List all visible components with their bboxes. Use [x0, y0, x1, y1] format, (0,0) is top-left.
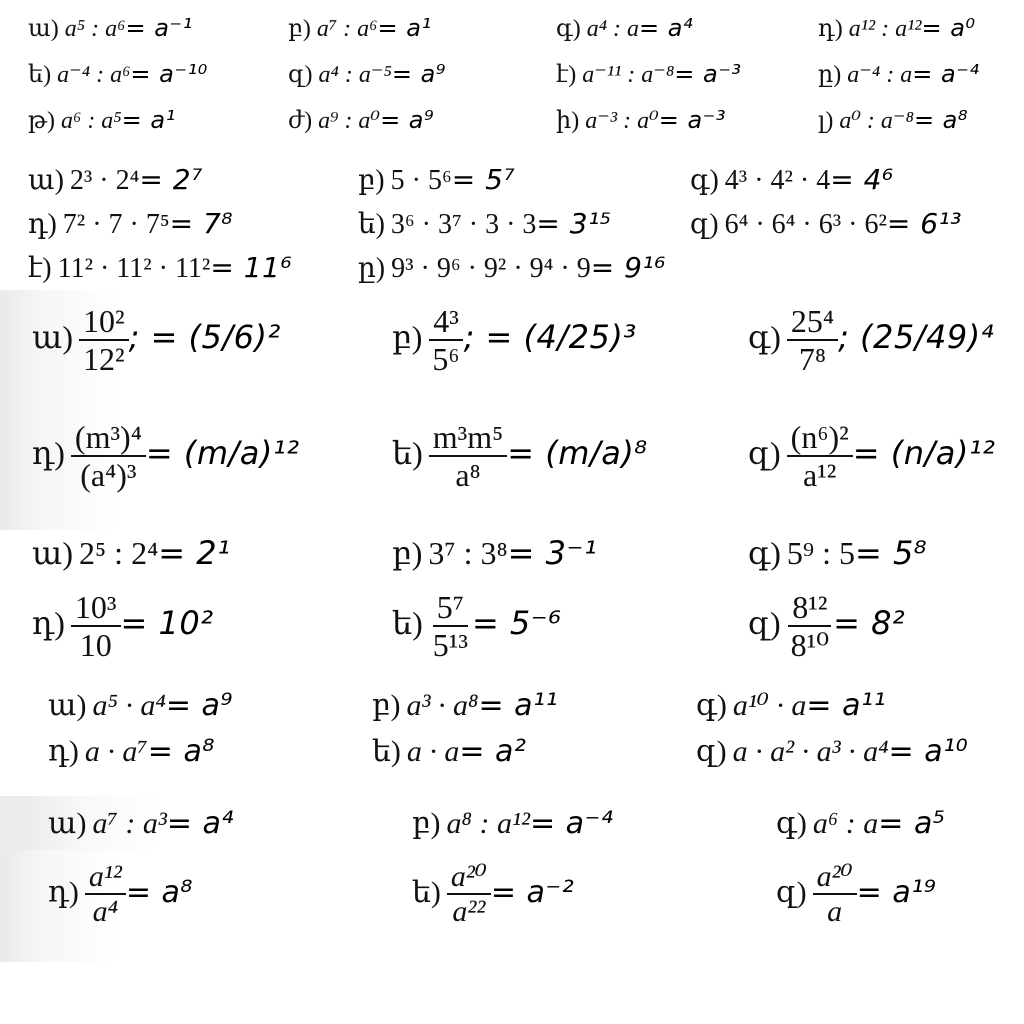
handwritten-answer: = a⁹	[391, 60, 446, 88]
handwritten-answer: ; = (5/6)²	[128, 318, 281, 357]
expression: a⁵ : a⁶	[64, 16, 126, 42]
fraction	[787, 304, 838, 378]
exercise-item	[776, 860, 936, 930]
fraction	[787, 420, 853, 494]
exercise-item	[32, 590, 214, 664]
handwritten-answer: = 2¹	[158, 534, 231, 572]
exercise-item	[818, 14, 976, 43]
exercise-item	[288, 106, 434, 135]
handwritten-answer: = 4⁶	[830, 163, 894, 196]
item-label: ի)	[556, 108, 580, 134]
expression: 3⁷ : 3⁸	[428, 535, 508, 571]
numerator: a¹²	[85, 860, 126, 895]
numerator: 8¹²	[788, 590, 831, 627]
item-label: գ)	[556, 16, 581, 42]
exercise-set-2	[0, 155, 1024, 290]
handwritten-answer: = 3¹⁵	[536, 207, 612, 240]
expression: 2⁵ : 2⁴	[79, 535, 159, 571]
fraction	[813, 860, 857, 930]
item-label: գ)	[748, 535, 781, 571]
item-label: է)	[28, 253, 52, 284]
handwritten-answer: = a⁻⁴	[529, 806, 614, 841]
exercise-item	[690, 207, 962, 241]
expression: a⁷ : a³	[92, 807, 167, 840]
expression: 4³ · 4² · 4	[724, 165, 831, 196]
handwritten-answer: ; (25/49)⁴	[838, 318, 995, 357]
item-label: զ)	[748, 435, 781, 472]
denominator: a⁴	[92, 895, 119, 928]
fraction	[787, 590, 833, 664]
expression: a¹² : a¹²	[848, 16, 922, 42]
handwritten-answer: = 8²	[833, 604, 906, 643]
exercise-item	[690, 163, 894, 197]
exercise-item	[48, 806, 234, 841]
fraction	[447, 860, 491, 930]
item-label: զ)	[690, 209, 719, 240]
handwritten-answer: = a¹⁰	[888, 734, 969, 769]
denominator: 8¹⁰	[790, 627, 830, 664]
item-label: բ)	[358, 165, 385, 196]
handwritten-answer: = 5⁸	[854, 534, 928, 572]
exercise-item	[358, 251, 666, 285]
exercise-item	[556, 106, 726, 135]
exercise-item	[696, 688, 886, 723]
item-label: դ)	[48, 875, 79, 909]
item-label: ա)	[48, 689, 87, 722]
denominator: 10	[79, 627, 112, 664]
expression: 6⁴ · 6⁴ · 6³ · 6²	[724, 209, 887, 240]
exercise-item	[48, 860, 193, 930]
item-label: գ)	[690, 165, 719, 196]
exercise-item	[748, 304, 994, 378]
item-label: է)	[556, 62, 577, 88]
numerator: m³m⁵	[429, 420, 508, 457]
numerator: 10²	[79, 304, 129, 341]
expression: a³ · a⁸	[406, 689, 479, 722]
item-label: լ)	[818, 108, 834, 134]
denominator: 12²	[83, 341, 125, 378]
exercise-item	[818, 106, 968, 135]
exercise-item	[748, 590, 905, 664]
item-label: ը)	[818, 62, 842, 88]
handwritten-answer: = 11⁶	[210, 251, 293, 284]
exercise-set-8	[0, 850, 1024, 962]
handwritten-answer: = 6¹³	[886, 207, 962, 240]
exercise-item	[748, 420, 996, 494]
item-label: ե)	[28, 62, 52, 88]
numerator: a²⁰	[813, 860, 857, 895]
exercise-item	[392, 534, 597, 572]
item-label: բ)	[392, 535, 423, 571]
item-label: ե)	[372, 735, 401, 768]
item-label: զ)	[776, 875, 807, 909]
fraction	[71, 590, 121, 664]
handwritten-answer: = 9¹⁶	[590, 251, 666, 284]
exercise-item	[28, 251, 292, 285]
handwritten-answer: = a⁸	[147, 734, 215, 769]
denominator: a¹²	[802, 457, 837, 494]
expression: 3⁶ · 3⁷ · 3 · 3	[390, 209, 537, 240]
expression: a⁻⁴ : a⁶	[57, 62, 131, 88]
exercise-item	[28, 106, 176, 135]
fraction	[428, 304, 463, 378]
expression: a¹⁰ · a	[732, 689, 807, 722]
expression: a⁸ : a¹²	[446, 807, 530, 840]
exercise-item	[48, 688, 233, 723]
exercise-item	[372, 688, 558, 723]
expression: a⁰ : a⁻⁸	[839, 108, 914, 134]
fraction	[429, 590, 472, 664]
exercise-item	[696, 734, 968, 769]
exercise-set-5	[0, 582, 1024, 682]
exercise-item	[28, 14, 193, 43]
handwritten-answer: = a⁹	[380, 106, 435, 134]
item-label: ը)	[358, 253, 386, 284]
handwritten-answer: = a⁸	[913, 106, 969, 134]
handwritten-answer: = a⁻¹⁰	[130, 60, 208, 88]
handwritten-answer: = a¹⁹	[856, 874, 937, 910]
handwritten-answer: = a¹	[377, 14, 432, 42]
item-label: բ)	[412, 807, 441, 840]
expression: 2³ · 2⁴	[69, 165, 140, 196]
numerator: 4³	[429, 304, 463, 341]
handwritten-answer: = a⁰	[921, 14, 976, 42]
handwritten-answer: = a⁻¹	[125, 14, 193, 42]
expression: a⁶ : a	[812, 807, 879, 840]
handwritten-answer: = a⁻²	[490, 874, 575, 910]
expression: a · a⁷	[84, 735, 148, 768]
handwritten-answer: = 5⁷	[451, 163, 516, 196]
denominator: a²²	[452, 895, 486, 928]
exercise-item	[412, 806, 613, 841]
expression: a⁷ : a⁶	[316, 16, 378, 42]
handwritten-answer: = a⁵	[878, 806, 946, 841]
expression: a⁹ : a⁰	[318, 108, 381, 134]
item-label: զ)	[696, 735, 727, 768]
handwritten-answer: = a¹¹	[478, 688, 559, 723]
expression: a⁻³ : a⁰	[585, 108, 659, 134]
expression: a⁻⁴ : a	[847, 62, 913, 88]
exercise-set-1	[0, 0, 1024, 150]
exercise-set-4	[0, 530, 1024, 580]
exercise-item	[392, 304, 637, 378]
handwritten-answer: = (m/a)¹²	[145, 434, 300, 473]
handwritten-answer: ; = (4/25)³	[463, 318, 637, 357]
expression: 5⁹ : 5	[786, 535, 855, 571]
handwritten-answer: = a¹	[121, 106, 176, 134]
exercise-item	[28, 207, 233, 241]
item-label: գ)	[696, 689, 727, 722]
handwritten-answer: = a⁻³	[674, 60, 742, 88]
item-label: ա)	[32, 319, 74, 356]
numerator: 25⁴	[787, 304, 838, 341]
denominator: 7⁸	[798, 341, 827, 378]
handwritten-answer: = a²	[459, 734, 527, 769]
item-label: ժ)	[288, 108, 313, 134]
expression: a⁴ : a	[586, 16, 640, 42]
handwritten-answer: = 7⁸	[169, 207, 234, 240]
exercise-set-7	[0, 796, 1024, 850]
handwritten-answer: = 10²	[120, 604, 214, 643]
handwritten-answer: = a⁹	[165, 688, 233, 723]
item-label: բ)	[288, 16, 311, 42]
expression: a⁵ · a⁴	[92, 689, 166, 722]
item-label: գ)	[748, 319, 781, 356]
item-label: դ)	[818, 16, 843, 42]
item-label: ա)	[32, 535, 74, 571]
handwritten-answer: = a⁴	[639, 14, 694, 42]
handwritten-answer: = a⁻⁴	[912, 60, 980, 88]
item-label: զ)	[748, 605, 781, 642]
exercise-item	[372, 734, 526, 769]
exercise-item	[748, 534, 927, 572]
item-label: ա)	[28, 16, 59, 42]
exercise-item	[392, 420, 648, 494]
fraction	[85, 860, 126, 930]
item-label: ե)	[392, 435, 423, 472]
fraction	[71, 420, 146, 494]
item-label: զ)	[288, 62, 313, 88]
numerator: 5⁷	[433, 590, 468, 627]
exercise-item	[32, 420, 300, 494]
item-label: դ)	[32, 605, 65, 642]
exercise-item	[412, 860, 574, 930]
item-label: դ)	[32, 435, 65, 472]
item-label: գ)	[776, 807, 807, 840]
exercise-item	[818, 60, 980, 89]
expression: a⁻¹¹ : a⁻⁸	[582, 62, 675, 88]
handwritten-answer: = 2⁷	[139, 163, 203, 196]
handwritten-answer: = a¹¹	[806, 688, 886, 723]
item-label: ե)	[392, 605, 423, 642]
expression: a⁴ : a⁻⁵	[318, 62, 392, 88]
exercise-item	[556, 60, 742, 89]
expression: 5 · 5⁶	[390, 165, 452, 196]
item-label: ա)	[28, 165, 64, 196]
item-label: դ)	[48, 735, 79, 768]
exercise-item	[288, 60, 446, 89]
denominator: a⁸	[455, 457, 481, 494]
handwritten-answer: = 5⁻⁶	[471, 604, 562, 643]
exercise-item	[28, 60, 208, 89]
fraction	[79, 304, 129, 378]
exercise-set-6	[0, 684, 1024, 780]
expression: a⁶ : a⁵	[60, 108, 122, 134]
exercise-item	[358, 207, 612, 241]
expression: 11² · 11² · 11²	[57, 253, 211, 284]
exercise-set-3	[0, 290, 1024, 530]
expression: a · a² · a³ · a⁴	[732, 735, 889, 768]
exercise-item	[32, 304, 281, 378]
denominator: 5¹³	[432, 627, 468, 664]
exercise-item	[48, 734, 215, 769]
item-label: դ)	[28, 209, 57, 240]
exercise-item	[288, 14, 432, 43]
expression: 7² · 7 · 7⁵	[62, 209, 170, 240]
item-label: ե)	[412, 875, 441, 909]
item-label: թ)	[28, 108, 55, 134]
item-label: ե)	[358, 209, 385, 240]
fraction	[429, 420, 508, 494]
denominator: a	[827, 895, 843, 928]
numerator: (n⁶)²	[787, 420, 853, 457]
denominator: 5⁶	[432, 341, 460, 378]
handwritten-answer: = a⁴	[166, 806, 234, 841]
handwritten-answer: = a⁸	[125, 874, 193, 910]
denominator: (a⁴)³	[80, 457, 137, 494]
item-label: ա)	[48, 807, 87, 840]
exercise-item	[358, 163, 515, 197]
handwritten-answer: = (m/a)⁸	[507, 434, 648, 473]
handwritten-answer: = a⁻³	[658, 106, 726, 134]
numerator: (m³)⁴	[71, 420, 146, 457]
exercise-item	[556, 14, 693, 43]
item-label: բ)	[372, 689, 401, 722]
item-label: բ)	[392, 319, 423, 356]
expression: 9³ · 9⁶ · 9² · 9⁴ · 9	[391, 253, 591, 284]
handwritten-answer: = 3⁻¹	[507, 534, 598, 572]
exercise-item	[28, 163, 203, 197]
expression: a · a	[406, 735, 460, 768]
numerator: a²⁰	[447, 860, 491, 895]
exercise-item	[392, 590, 562, 664]
handwritten-answer: = (n/a)¹²	[852, 434, 996, 473]
exercise-item	[776, 806, 945, 841]
numerator: 10³	[71, 590, 121, 627]
exercise-item	[32, 534, 230, 572]
